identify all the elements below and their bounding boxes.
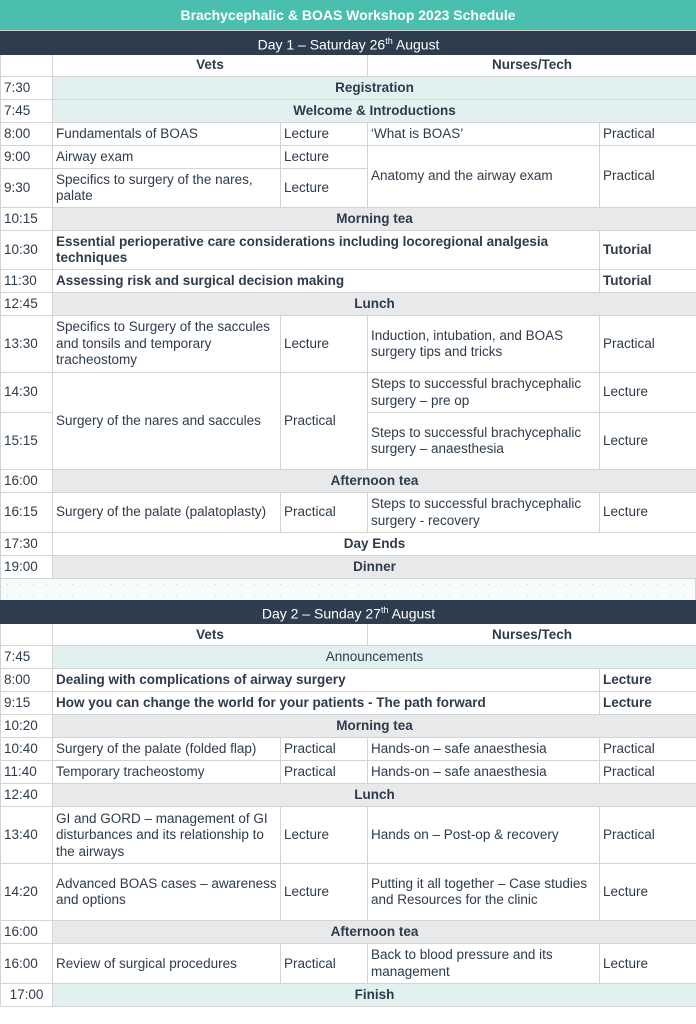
vets-session-type: Lecture [281, 123, 368, 146]
time-cell: 8:00 [1, 669, 53, 692]
nurses-session-type: Practical [600, 146, 696, 208]
schedule-row [1, 692, 696, 715]
vets-session-title: Airway exam [53, 146, 281, 169]
event-label: Dinner [53, 556, 696, 579]
time-cell: 7:30 [1, 77, 53, 100]
nurses-session-type: Lecture [600, 373, 696, 413]
day1-table [0, 31, 696, 579]
time-cell: 17:00 [1, 984, 53, 1007]
vets-session-type: Lecture [281, 169, 368, 208]
schedule-row [1, 208, 696, 231]
vets-session-type: Lecture [281, 146, 368, 169]
event-label: Morning tea [53, 715, 696, 738]
schedule-row [1, 316, 696, 373]
time-cell: 19:00 [1, 556, 53, 579]
time-cell: 12:45 [1, 293, 53, 316]
vets-session-type: Practical [281, 493, 368, 533]
vets-session-type: Practical [281, 761, 368, 784]
schedule-row [1, 984, 696, 1007]
vets-session-title: GI and GORD – management of GI disturbances and its relationship to the airways [53, 807, 281, 864]
vets-session-type: Practical [281, 944, 368, 984]
schedule-row [1, 231, 696, 270]
schedule-row [1, 493, 696, 533]
event-label: Morning tea [53, 208, 696, 231]
schedule-row [1, 944, 696, 984]
event-label: Welcome & Introductions [53, 100, 696, 123]
schedule-row [1, 864, 696, 921]
schedule-row [1, 669, 696, 692]
schedule-row [1, 123, 696, 146]
time-cell: 17:30 [1, 533, 53, 556]
schedule-row [1, 270, 696, 293]
vets-session-title: Advanced BOAS cases – awareness and options [53, 864, 281, 921]
time-cell: 14:20 [1, 864, 53, 921]
vets-session-type: Lecture [281, 807, 368, 864]
time-cell: 14:30 [1, 373, 53, 413]
schedule-row [1, 738, 696, 761]
schedule-row [1, 807, 696, 864]
joint-session-type: Lecture [600, 669, 696, 692]
nurses-session-title: Anatomy and the airway exam [368, 146, 600, 208]
time-cell: 16:00 [1, 921, 53, 944]
nurses-column-header: Nurses/Tech [368, 55, 696, 77]
schedule-title: Brachycephalic & BOAS Workshop 2023 Schedule [0, 0, 696, 31]
nurses-session-type: Lecture [600, 493, 696, 533]
event-label: Finish [53, 984, 696, 1007]
schedule-row [1, 533, 696, 556]
joint-session-title: Assessing risk and surgical decision making [53, 270, 600, 293]
nurses-session-title: Back to blood pressure and its management [368, 944, 600, 984]
vets-session-title: Review of surgical procedures [53, 944, 281, 984]
event-label: Day Ends [53, 533, 696, 556]
vets-session-title: Surgery of the palate (palatoplasty) [53, 493, 281, 533]
vets-session-title: Surgery of the nares and saccules [53, 373, 281, 470]
joint-session-type: Tutorial [600, 231, 696, 270]
day1-header: Day 1 – Saturday 26th August [1, 32, 696, 55]
time-cell: 15:15 [1, 413, 53, 470]
nurses-session-title: Hands-on – safe anaesthesia [368, 738, 600, 761]
vets-session-type: Lecture [281, 864, 368, 921]
schedule-row [1, 146, 696, 169]
nurses-session-title: Steps to successful brachycephalic surgery – anaesthesia [368, 413, 600, 470]
event-label: Afternoon tea [53, 470, 696, 493]
nurses-session-title: ‘What is BOAS’ [368, 123, 600, 146]
nurses-session-type: Practical [600, 738, 696, 761]
schedule-row [1, 77, 696, 100]
schedule-row [1, 784, 696, 807]
vets-session-type: Practical [281, 738, 368, 761]
time-cell: 8:00 [1, 123, 53, 146]
event-label: Lunch [53, 784, 696, 807]
time-cell: 10:30 [1, 231, 53, 270]
nurses-session-type: Practical [600, 316, 696, 373]
schedule-row [1, 921, 696, 944]
schedule-row [1, 293, 696, 316]
time-cell: 9:30 [1, 169, 53, 208]
time-cell: 7:45 [1, 100, 53, 123]
vets-column-header: Vets [53, 624, 368, 646]
vets-session-title: Surgery of the palate (folded flap) [53, 738, 281, 761]
schedule-row [1, 646, 696, 669]
schedule-row [1, 470, 696, 493]
nurses-session-type: Lecture [600, 864, 696, 921]
day-separator [0, 579, 696, 600]
schedule-row [1, 715, 696, 738]
time-cell: 11:30 [1, 270, 53, 293]
nurses-session-type: Practical [600, 123, 696, 146]
vets-column-header: Vets [53, 55, 368, 77]
time-cell: 13:40 [1, 807, 53, 864]
nurses-session-title: Putting it all together – Case studies and Resources for the clinic [368, 864, 600, 921]
time-cell: 9:15 [1, 692, 53, 715]
time-cell: 16:00 [1, 944, 53, 984]
day2-header: Day 2 – Sunday 27th August [1, 601, 696, 624]
time-cell: 12:40 [1, 784, 53, 807]
nurses-session-title: Induction, intubation, and BOAS surgery tips and tricks [368, 316, 600, 373]
time-cell: 16:15 [1, 493, 53, 533]
column-header-row [1, 55, 696, 77]
time-cell: 13:30 [1, 316, 53, 373]
vets-session-type: Lecture [281, 316, 368, 373]
vets-session-title: Specifics to Surgery of the saccules and tonsils and temporary tracheostomy [53, 316, 281, 373]
event-label: Announcements [53, 646, 696, 669]
time-cell: 10:15 [1, 208, 53, 231]
time-cell: 16:00 [1, 470, 53, 493]
time-cell: 11:40 [1, 761, 53, 784]
nurses-session-type: Lecture [600, 944, 696, 984]
vets-session-title: Specifics to surgery of the nares, palate [53, 169, 281, 208]
schedule-row [1, 761, 696, 784]
nurses-session-title: Steps to successful brachycephalic surgery - recovery [368, 493, 600, 533]
nurses-session-title: Hands-on – safe anaesthesia [368, 761, 600, 784]
time-cell: 7:45 [1, 646, 53, 669]
joint-session-title: Dealing with complications of airway surgery [53, 669, 600, 692]
nurses-column-header: Nurses/Tech [368, 624, 696, 646]
nurses-session-title: Hands on – Post-op & recovery [368, 807, 600, 864]
time-cell: 9:00 [1, 146, 53, 169]
joint-session-title: Essential perioperative care considerations including locoregional analgesia techniques [53, 231, 600, 270]
joint-session-type: Lecture [600, 692, 696, 715]
nurses-session-type: Lecture [600, 413, 696, 470]
event-label: Lunch [53, 293, 696, 316]
vets-session-type: Practical [281, 373, 368, 470]
event-label: Afternoon tea [53, 921, 696, 944]
column-header-row [1, 624, 696, 646]
joint-session-type: Tutorial [600, 270, 696, 293]
schedule-row [1, 556, 696, 579]
time-cell: 10:40 [1, 738, 53, 761]
event-label: Registration [53, 77, 696, 100]
nurses-session-title: Steps to successful brachycephalic surgery – pre op [368, 373, 600, 413]
vets-session-title: Fundamentals of BOAS [53, 123, 281, 146]
time-cell: 10:20 [1, 715, 53, 738]
nurses-session-type: Practical [600, 761, 696, 784]
vets-session-title: Temporary tracheostomy [53, 761, 281, 784]
schedule-row [1, 373, 696, 413]
joint-session-title: How you can change the world for your patients - The path forward [53, 692, 600, 715]
day2-table [0, 600, 696, 1007]
nurses-session-type: Practical [600, 807, 696, 864]
schedule-row [1, 100, 696, 123]
